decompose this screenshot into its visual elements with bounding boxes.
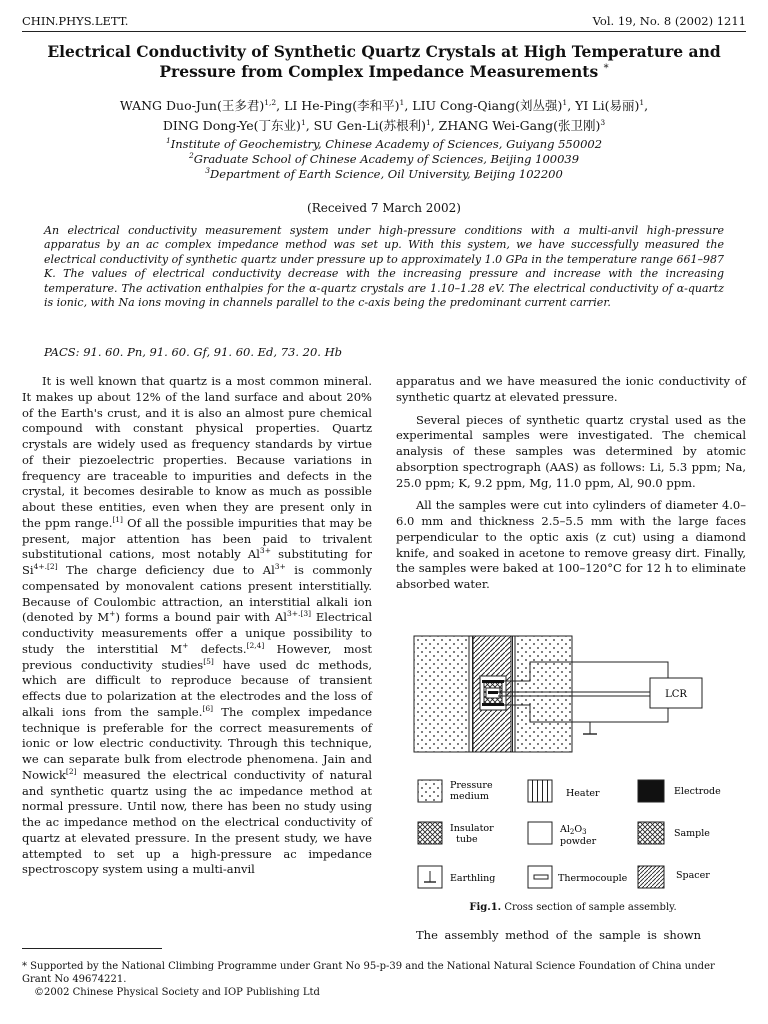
- svg-text:powder: powder: [560, 836, 597, 847]
- svg-text:Heater: Heater: [566, 788, 600, 799]
- svg-text:Al2O3: $Al_2O_3$: [560, 824, 587, 836]
- figure-1-sample-assembly: [400, 622, 746, 922]
- affiliations: [22, 137, 746, 182]
- svg-text:Earthling: Earthling: [450, 873, 496, 884]
- svg-text:Spacer: Spacer: [676, 870, 710, 881]
- svg-text:Electrode: Electrode: [674, 786, 721, 797]
- affiliation-1: $^1$Institute of Geochemistry, Chinese Academy of Sciences, Guiyang 550002: [165, 136, 603, 151]
- affiliation-2: $^2$Graduate School of Chinese Academy of Sciences, Beijing 100039: [188, 151, 580, 166]
- funding-footnote: * Supported by the National Climbing Programme under Grant No 95-p-39 and the National Natural Science Foundation of China under Grant No 49674221.: [22, 961, 715, 985]
- paper-title: Electrical Conductivity of Synthetic Quartz Crystals at High Temperature and Pressure from Complex Impedance Measurements *: [47, 42, 721, 81]
- right-column-last-line: The assembly method of the sample is shown: [416, 928, 701, 942]
- received-date: (Received 7 March 2002): [307, 201, 461, 215]
- svg-text:Insulator: Insulator: [450, 823, 494, 834]
- svg-text:Thermocouple: Thermocouple: [558, 873, 628, 884]
- volume-info: Vol. 19, No. 8 (2002) 1211: [592, 14, 746, 28]
- svg-text:medium: medium: [450, 791, 489, 802]
- copyright-notice: ©2002 Chinese Physical Society and IOP Publishing Ltd: [34, 987, 320, 998]
- intro-paragraph: It is well known that quartz is a most common mineral. It makes up about 12% of the land surface and about 20% of the Earth's crust, and it is also an almost pure chemical compound with constant physical properties. Quartz crystals are widely used as frequency standards by virtue of their piezoelectric properties. Because variations in frequency are traceable to impurities and defects in the crystal, it becomes desirable to know as much as possible about these entities, even when they are present only in the ppm range.[1] Of all the possible impurities that may be present, major attention has been paid to trivalent substitutional cations, most notably $Al^{3+}$ substituting for $Si^{4+.[2]}$ The charge deficiency due to $Al^{3+}$ is commonly compensated by monovalent cations present interstitially. Because of Coulombic attraction, an interstitial alkali ion (denoted by M+) forms a bound pair with $Al^{3+.[3]}$ Electrical conductivity measurements offer a unique possibility to study the interstitial M+ defects.[2,4] However, most previous conductivity studies[5] have used dc methods, which are difficult to reproduce because of transient effects due to polarization at the electrodes and the loss of alkali ions from the sample.[6] The complex impedance technique is preferable for the correct measurements of ionic or low electric conductivity. Through this technique, we can separate bulk from electrode phenomena. Jain and Nowick[2] measured the electrical conductivity of natural and synthetic quartz using the ac impedance method at normal pressure. Until now, there has been no study using the ac impedance method on the electrical conductivity of quartz at elevated pressure. In the present study, we have attempted to set up a high-pressure ac impedance spectroscopy system using a multi-anvil: [22, 374, 373, 877]
- footnote: [22, 960, 746, 999]
- left-column: [22, 374, 372, 878]
- figure-caption: Fig.1. Cross section of sample assembly.: [469, 902, 677, 913]
- assembly-cross-section: [414, 636, 702, 752]
- figure-legend: [418, 780, 721, 888]
- svg-text:Pressure: Pressure: [450, 780, 493, 791]
- abstract: An electrical conductivity measurement system under high-pressure conditions with a multi-anvil high-pressure apparatus by an ac complex impedance method was set up. With this system, we have successfully measured the electrical conductivity of synthetic quartz under pressure up to approximately 1.0 GPa in the temperature range 661–987 K. The values of electrical conductivity decrease with the increasing pressure and increase with the increasing temperature. The activation enthalpies for the α-quartz crystals are 1.10–1.28 eV. The electrical conductivity of α-quartz is ionic, with Na ions moving in channels parallel to the c-axis being the predominant current carrier.: [44, 224, 724, 310]
- svg-text:Sample: Sample: [674, 828, 710, 839]
- right-paragraph-2: Several pieces of synthetic quartz crystal used as the experimental samples were investigated. The chemical analysis of these samples was determined by atomic absorption spectrograph (AAS) as follows: Li, 5.3 ppm; Na, 25.0 ppm; K, 9.2 ppm, Mg, 11.0 ppm, Al, 90.0 ppm.: [396, 412, 746, 490]
- svg-text:tube: tube: [456, 834, 478, 845]
- footnote-rule: [22, 948, 162, 949]
- right-column: [396, 374, 746, 593]
- affiliation-3: $^3$Department of Earth Science, Oil University, Beijing 102200: [205, 166, 563, 181]
- right-paragraph-1: apparatus and we have measured the ionic conductivity of synthetic quartz at elevated pressure.: [396, 374, 746, 404]
- header-rule: [22, 31, 746, 32]
- right-paragraph-3: All the samples were cut into cylinders of diameter 4.0–6.0 mm and thickness 2.5–5.5 mm with the large faces perpendicular to the optic axis (z cut) using a diamond knife, and soaked in acetone to remove greasy dirt. Finally, the samples were baked at 100–120°C for 12 h to eliminate absorbed water.: [396, 498, 746, 591]
- journal-name: CHIN.PHYS.LETT.: [22, 14, 129, 28]
- lcr-label: LCR: [665, 689, 687, 700]
- pacs-codes: PACS: 91. 60. Pn, 91. 60. Gf, 91. 60. Ed, 73. 20. Hb: [44, 345, 343, 359]
- running-header: [22, 14, 746, 28]
- author-list: WANG Duo-Jun(王多君)$^{1,2}$, LI He-Ping(李和平)$^1$, LIU Cong-Qiang(刘丛强)$^1$, YI Li(易丽)$^1$, DING Dong-Ye(丁东业)$^1$, SU Gen-Li(苏根利)$^1$, ZHANG Wei-Gang(张卫刚)$^3$: [119, 97, 649, 133]
